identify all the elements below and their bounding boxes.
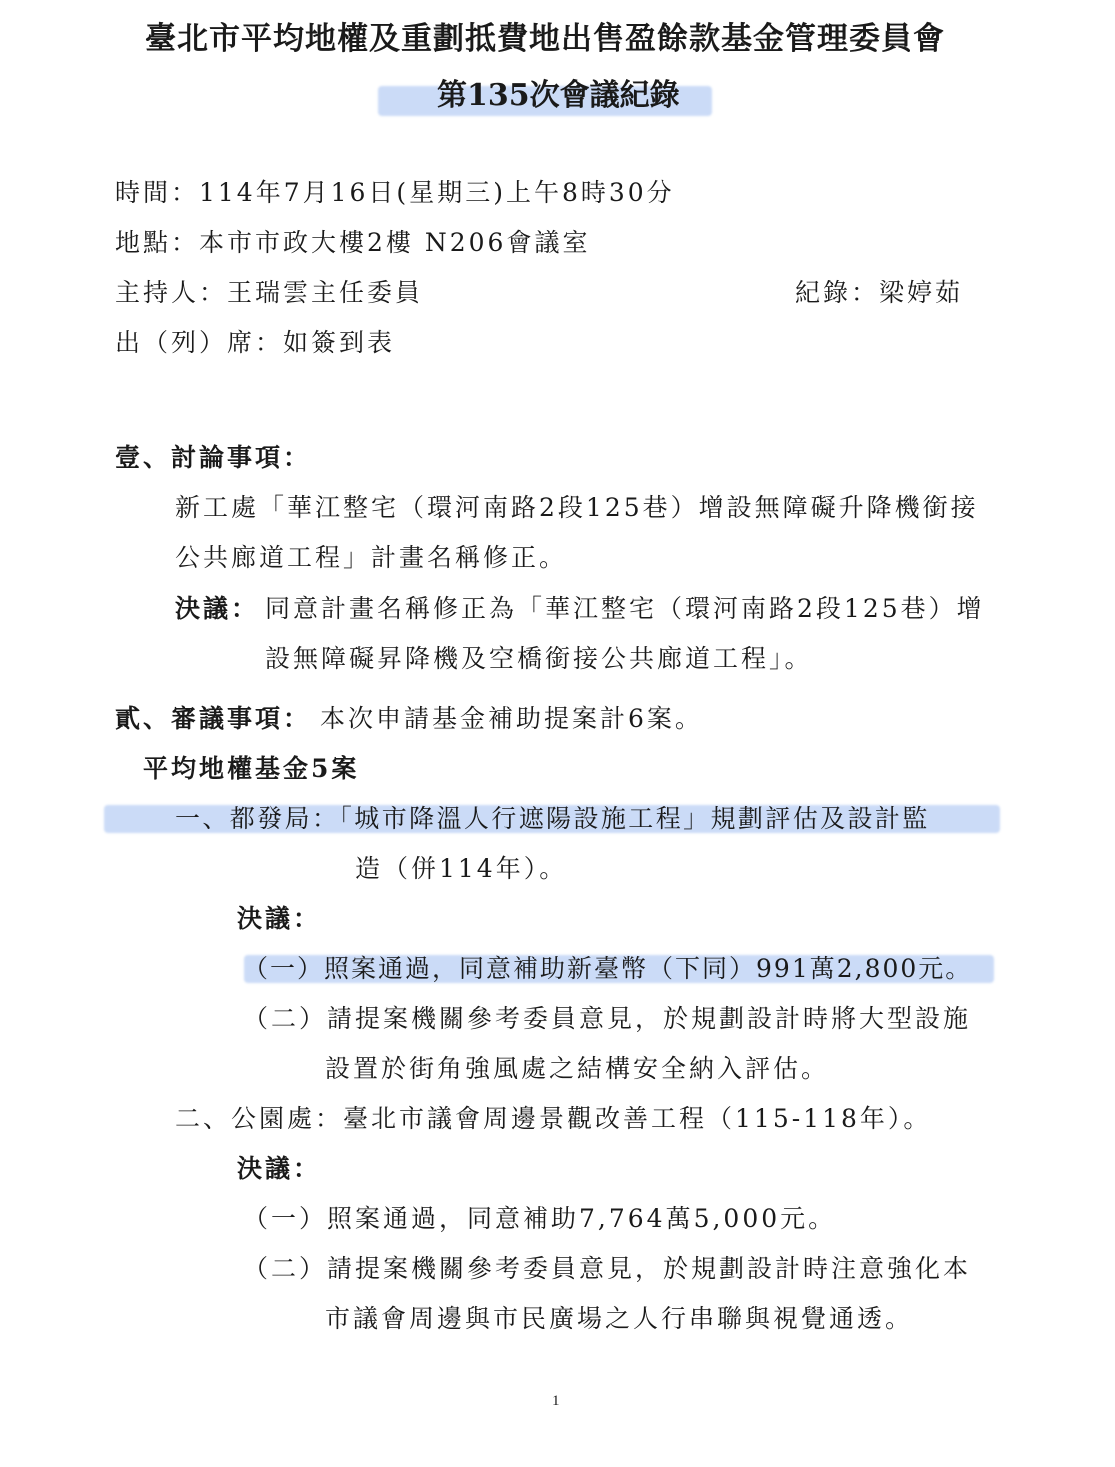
document-title: 臺北市平均地權及重劃抵費地出售盈餘款基金管理委員會 bbox=[145, 21, 945, 57]
meeting-attendance: 出（列）席：如簽到表 bbox=[115, 328, 396, 357]
case2-title: 二、公園處：臺北市議會周邊景觀改善工程（115-118年）。 bbox=[175, 1104, 932, 1133]
case1-item2-line2: 設置於街角強風處之結構安全納入評估。 bbox=[325, 1054, 830, 1083]
meeting-time: 時間：114年7月16日(星期三)上午8時30分 bbox=[115, 178, 675, 207]
case2-item1: （一）照案通過，同意補助7,764萬5,000元。 bbox=[243, 1204, 837, 1233]
case1-item1: （一）照案通過，同意補助新臺幣（下同）991萬2,800元。 bbox=[243, 954, 973, 983]
page-number: 1 bbox=[552, 1393, 560, 1409]
case1-title-line1: 一、都發局：「城市降溫人行遮陽設施工程」規劃評估及設計監 bbox=[175, 804, 930, 833]
section1-resolution-line2: 設無障礙昇降機及空橋銜接公共廊道工程」。 bbox=[265, 644, 813, 673]
fund-heading: 平均地權基金5案 bbox=[143, 754, 360, 783]
case1-title-line2: 造（併114年）。 bbox=[355, 854, 568, 883]
case2-item2-line1: （二）請提案機關參考委員意見，於規劃設計時注意強化本 bbox=[243, 1254, 972, 1283]
section1-text-line2: 公共廊道工程」計畫名稱修正。 bbox=[175, 543, 568, 572]
section1-text-line1: 新工處「華江整宅（環河南路2段125巷）增設無障礙升降機銜接 bbox=[175, 493, 979, 522]
case2-resolution-label: 決議： bbox=[237, 1154, 322, 1183]
case1-item2-line1: （二）請提案機關參考委員意見，於規劃設計時將大型設施 bbox=[243, 1004, 972, 1033]
section2-heading-rest: 本次申請基金補助提案計6案。 bbox=[320, 704, 703, 733]
section1-heading: 壹、討論事項： bbox=[115, 443, 312, 472]
meeting-recorder: 紀錄：梁婷茹 bbox=[795, 278, 964, 307]
section1-resolution-label: 決議： bbox=[175, 594, 260, 623]
meeting-location: 地點：本市市政大樓2樓 N206會議室 bbox=[115, 228, 591, 257]
case1-resolution-label: 決議： bbox=[237, 904, 322, 933]
document-subtitle: 第135次會議紀錄 bbox=[437, 78, 680, 113]
section1-resolution-line1: 同意計畫名稱修正為「華江整宅（環河南路2段125巷）增 bbox=[265, 594, 985, 623]
meeting-chair: 主持人：王瑞雲主任委員 bbox=[115, 278, 424, 307]
section2-heading: 貳、審議事項： bbox=[115, 704, 312, 733]
case2-item2-line2: 市議會周邊與市民廣場之人行串聯與視覺通透。 bbox=[325, 1304, 914, 1333]
